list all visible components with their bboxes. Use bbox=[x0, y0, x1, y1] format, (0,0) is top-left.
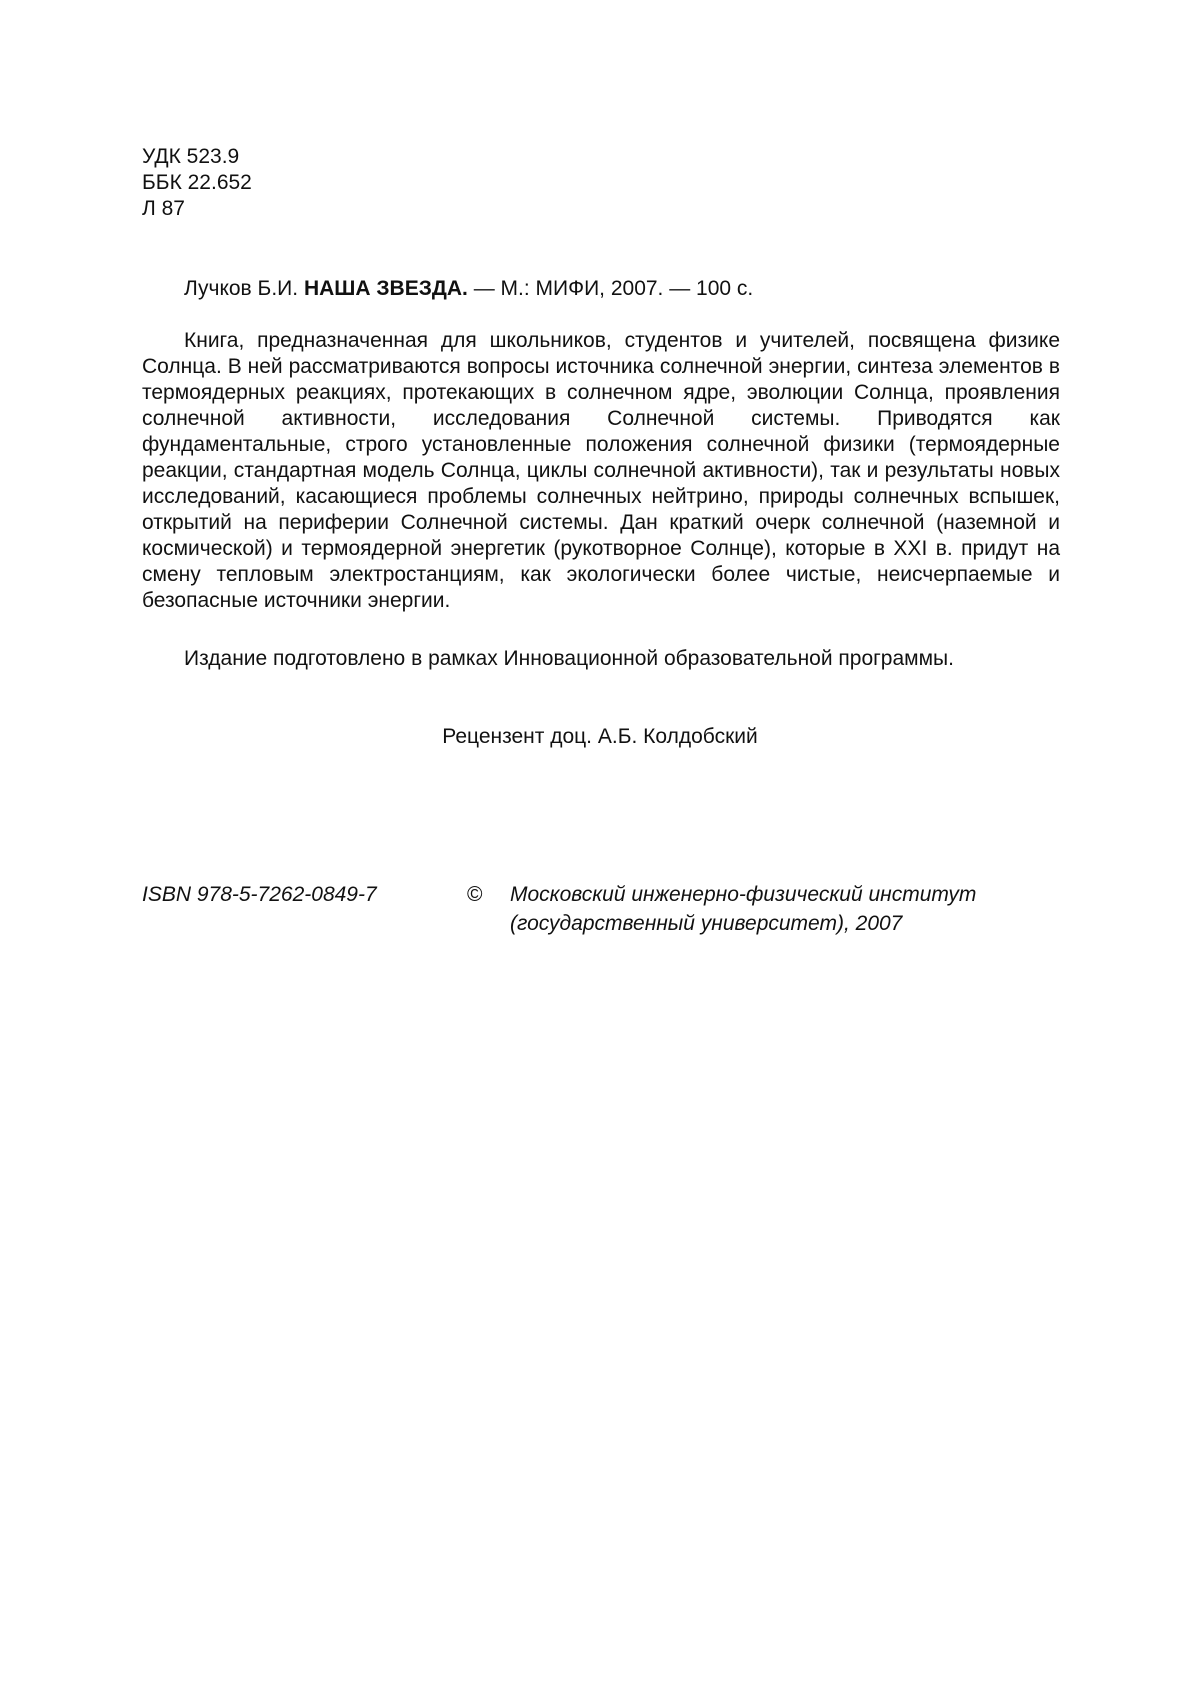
copyright-sign: © bbox=[467, 883, 483, 906]
bbk-code: ББК 22.652 bbox=[142, 171, 252, 194]
reviewer-line: Рецензент доц. А.Б. Колдобский bbox=[442, 725, 758, 748]
citation-author: Лучков Б.И. bbox=[184, 277, 299, 300]
isbn-number: ISBN 978-5-7262-0849-7 bbox=[142, 883, 377, 906]
udk-code: УДК 523.9 bbox=[142, 145, 240, 168]
bibliographic-citation bbox=[142, 276, 1060, 302]
publisher-line-1: Московский инженерно-физический институт bbox=[510, 883, 977, 906]
author-mark: Л 87 bbox=[142, 197, 185, 220]
publisher-block bbox=[510, 882, 976, 940]
citation-title: НАША ЗВЕЗДА. bbox=[303, 277, 468, 300]
classification-block bbox=[142, 144, 252, 222]
program-note: Издание подготовлено в рамках Инновационной образовательной программы. bbox=[184, 647, 954, 670]
publisher-line-2: (государственный университет), 2007 bbox=[510, 912, 903, 935]
citation-imprint: — М.: МИФИ, 2007. — 100 с. bbox=[473, 277, 754, 300]
abstract-paragraph: Книга, предназначенная для школьников, студентов и учителей, посвящена физике Солнца. В ней рассматриваются вопросы источника солнечной энергии, синтеза элементов в термоядерных реакциях, протекающих в солнечном ядре, эволюции Солнца, проявления солнечной активности, исследования Солнечной системы. Приводятся как фундаментальные, строго установленные положения солнечной физики (термоядерные реакции, стандартная модель Солнца, циклы солнечной активности), так и результаты новых исследований, касающиеся проблемы солнечных нейтрино, природы солнечных вспышек, открытий на периферии Солнечной системы. Дан краткий очерк солнечной (наземной и космической) и термоядерной энергетик (рукотворное Солнце), которые в XXI в. придут на смену тепловым электростанциям, как экологически более чистые, неисчерпаемые и безопасные источники энергии. bbox=[142, 329, 1060, 612]
